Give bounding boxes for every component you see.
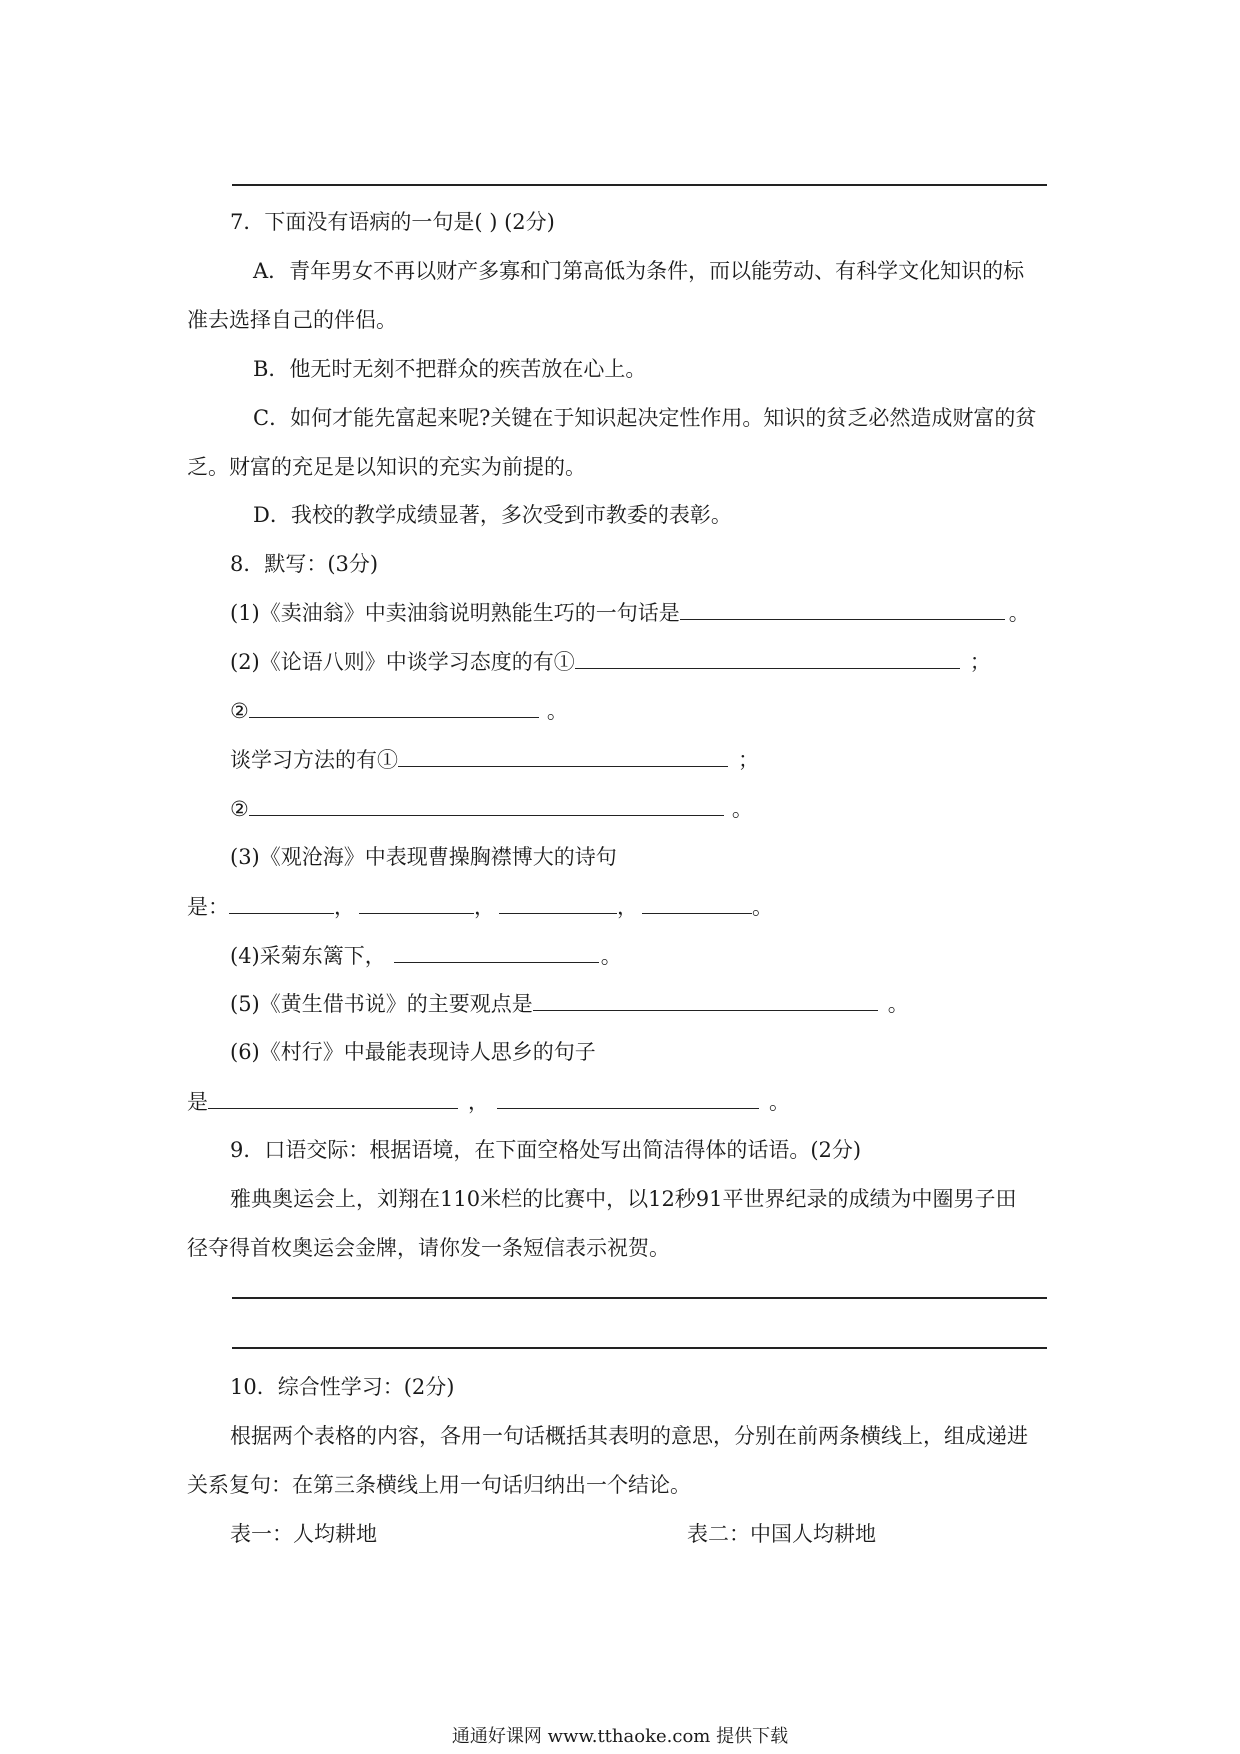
q8-comma: ， xyxy=(474,895,495,919)
q8-item-6-prefix: 是 xyxy=(187,1090,208,1114)
q8-item-5-blank[interactable] xyxy=(533,988,878,1011)
q8-period: 。 xyxy=(1008,601,1030,625)
q8-item-6-answers xyxy=(187,1086,790,1117)
circle-two-marker: ② xyxy=(230,797,249,821)
q8-semicolon: ； xyxy=(969,650,991,674)
q8-period: 。 xyxy=(546,699,568,723)
q8-method-first xyxy=(230,744,759,775)
q8-item-5-text: (5)《黄生借书说》的主要观点是 xyxy=(230,992,533,1016)
q8-item-4-blank[interactable] xyxy=(394,940,599,963)
q8-item-3-blank-4[interactable] xyxy=(642,891,752,914)
q8-item-5 xyxy=(230,988,909,1019)
q10-instructions-line2: 关系复句：在第三条横线上用一句话归纳出一个结论。 xyxy=(187,1473,691,1497)
q8-period: 。 xyxy=(731,797,753,821)
q8-item-3-answers xyxy=(187,891,773,922)
q8-item-3: (3)《观沧海》中表现曹操胸襟博大的诗句 xyxy=(230,845,617,869)
q8-item-3-blank-1[interactable] xyxy=(229,891,334,914)
q8-item-4 xyxy=(230,940,622,971)
q9-answer-line-1[interactable] xyxy=(232,1297,1047,1299)
q8-item-2 xyxy=(230,646,991,677)
q9-stem: 9．口语交际：根据语境，在下面空格处写出简洁得体的话语。(2分) xyxy=(230,1138,862,1162)
circle-two-marker: ② xyxy=(230,699,249,723)
q7-option-b: B．他无时无刻不把群众的疾苦放在心上。 xyxy=(253,357,647,381)
q8-comma: ， xyxy=(468,1090,489,1114)
q8-item-2-blank-1[interactable] xyxy=(575,646,960,669)
q9-answer-line-2[interactable] xyxy=(232,1347,1047,1349)
q8-period: 。 xyxy=(769,1090,790,1114)
q9-context-line1: 雅典奥运会上，刘翔在110米栏的比赛中，以12秒91平世界纪录的成绩为中圈男子田 xyxy=(230,1187,1017,1211)
q8-stem: 8．默写：(3分) xyxy=(230,552,379,576)
q8-method-text: 谈学习方法的有① xyxy=(230,748,398,772)
q8-comma: ， xyxy=(334,895,355,919)
q7-option-c-line1: C．如何才能先富起来呢?关键在于知识起决定性作用。知识的贫乏必然造成财富的贫 xyxy=(253,406,1037,430)
q8-item-3-blank-2[interactable] xyxy=(359,891,474,914)
q8-item-6: (6)《村行》中最能表现诗人思乡的句子 xyxy=(230,1040,596,1064)
q8-period: 。 xyxy=(752,895,773,919)
q8-item-4-text: (4)采菊东篱下， xyxy=(230,944,386,968)
answer-line-top xyxy=(232,184,1047,186)
q8-item-1-blank[interactable] xyxy=(680,597,1005,620)
q9-context-line2: 径夺得首枚奥运会金牌，请你发一条短信表示祝贺。 xyxy=(187,1236,670,1260)
q8-semicolon: ； xyxy=(738,748,759,772)
q8-item-3-prefix: 是： xyxy=(187,895,229,919)
q7-option-a-line1: A．青年男女不再以财产多寡和门第高低为条件，而以能劳动、有科学文化知识的标 xyxy=(253,259,1025,283)
q7-option-c-line2: 乏。财富的充足是以知识的充实为前提的。 xyxy=(187,455,586,479)
q10-table2-caption: 表二：中国人均耕地 xyxy=(687,1522,876,1546)
q8-item-6-blank-1[interactable] xyxy=(208,1086,458,1109)
page-footer: 通通好课网 www.tthaoke.com 提供下载 xyxy=(451,1726,789,1747)
q10-stem: 10．综合性学习：(2分) xyxy=(230,1375,455,1399)
q8-item-2-blank-2[interactable] xyxy=(249,695,539,718)
q7-option-a-line2: 准去选择自己的伴侣。 xyxy=(187,308,397,332)
q8-method-blank-1[interactable] xyxy=(398,744,728,767)
q8-item-1 xyxy=(230,597,1030,628)
q8-item-6-blank-2[interactable] xyxy=(497,1086,759,1109)
q8-item-2-second xyxy=(230,695,568,726)
q8-item-1-text: (1)《卖油翁》中卖油翁说明熟能生巧的一句话是 xyxy=(230,601,680,625)
q10-instructions-line1: 根据两个表格的内容，各用一句话概括其表明的意思，分别在前两条横线上，组成递进 xyxy=(230,1424,1028,1448)
q7-stem: 7．下面没有语病的一句是( ) (2分) xyxy=(230,210,555,234)
q8-period: 。 xyxy=(600,944,622,968)
q8-item-3-blank-3[interactable] xyxy=(499,891,617,914)
q7-option-d: D．我校的教学成绩显著，多次受到市教委的表彰。 xyxy=(253,503,732,527)
q8-method-blank-2[interactable] xyxy=(249,793,724,816)
q8-item-2-text: (2)《论语八则》中谈学习态度的有① xyxy=(230,650,575,674)
q8-comma: ， xyxy=(617,895,638,919)
q10-table1-caption: 表一：人均耕地 xyxy=(230,1522,377,1546)
q8-period: 。 xyxy=(887,992,909,1016)
q8-method-second xyxy=(230,793,753,824)
